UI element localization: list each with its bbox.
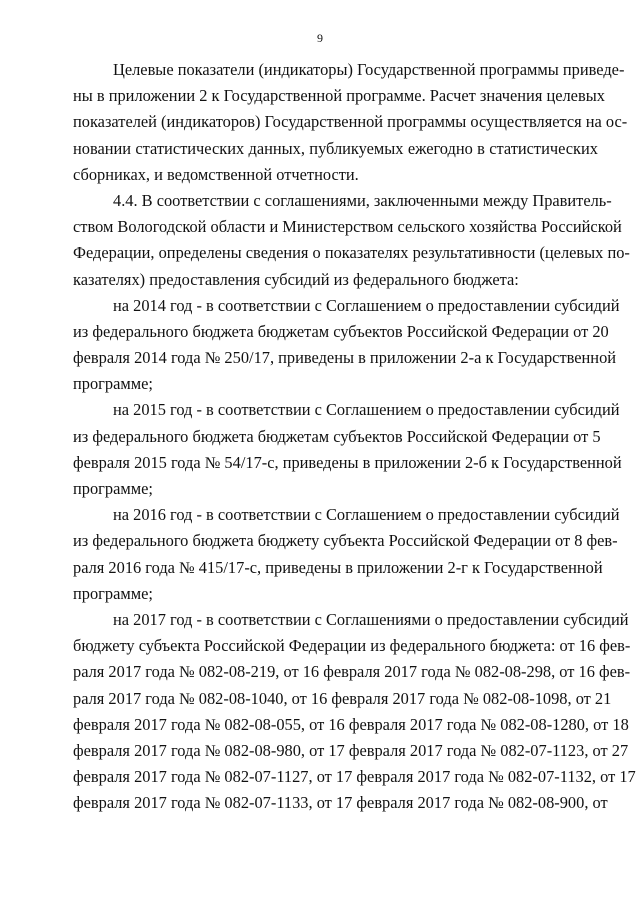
paragraph-2017 xyxy=(73,607,636,817)
text-line: раля 2017 года № 082-08-1040, от 16 февраля 2017 года № 082-08-1098, от 21 xyxy=(73,688,612,708)
text-line: на 2017 год - в соответствии с Соглашениями о предоставлении субсидий xyxy=(113,609,629,629)
text-line: февраля 2017 года № 082-07-1133, от 17 февраля 2017 года № 082-08-900, от xyxy=(73,793,608,813)
text-line: из федерального бюджета бюджетам субъектов Российской Федерации от 20 xyxy=(73,321,609,341)
text-line: показателей (индикаторов) Государственной программы осуществляется на ос- xyxy=(73,112,628,132)
text-line: на 2015 год - в соответствии с Соглашением о предоставлении субсидий xyxy=(113,400,620,420)
text-line: из федерального бюджета бюджетам субъектов Российской Федерации от 5 xyxy=(73,426,601,446)
text-line: раля 2016 года № 415/17-с, приведены в приложении 2-г к Государственной xyxy=(73,557,603,577)
text-line: сборниках, и ведомственной отчетности. xyxy=(73,164,359,184)
text-line: февраля 2017 года № 082-08-980, от 17 февраля 2017 года № 082-07-1123, от 27 xyxy=(73,740,629,760)
text-line: февраля 2015 года № 54/17-с, приведены в приложении 2-б к Государственной xyxy=(73,452,622,472)
text-line: Целевые показатели (индикаторы) Государственной программы приведе- xyxy=(113,60,625,79)
document-body xyxy=(73,57,636,816)
text-line: из федерального бюджета бюджету субъекта Российской Федерации от 8 фев- xyxy=(73,531,618,551)
paragraph-2015 xyxy=(73,397,622,502)
text-line: ны в приложении 2 к Государственной программе. Расчет значения целевых xyxy=(73,86,605,106)
paragraph-agreements xyxy=(73,188,630,293)
text-line: 4.4. В соответствии с соглашениями, заключенными между Правитель- xyxy=(113,190,612,210)
text-line: казателях) предоставления субсидий из федерального бюджета: xyxy=(73,269,519,289)
page-number: 9 xyxy=(317,31,323,45)
text-line: февраля 2017 года № 082-08-055, от 16 февраля 2017 года № 082-08-1280, от 18 xyxy=(73,714,629,734)
paragraph-2016 xyxy=(73,502,620,607)
text-line: бюджету субъекта Российской Федерации из федерального бюджета: от 16 фев- xyxy=(73,636,631,656)
text-line: программе; xyxy=(73,479,153,498)
text-line: программе; xyxy=(73,583,153,603)
text-line: февраля 2014 года № 250/17, приведены в приложении 2-а к Государственной xyxy=(73,348,617,368)
text-line: раля 2017 года № 082-08-219, от 16 февраля 2017 года № 082-08-298, от 16 фев- xyxy=(73,662,631,682)
paragraph-indicators xyxy=(73,57,628,188)
text-line: новании статистических данных, публикуемых ежегодно в статистических xyxy=(73,138,598,158)
text-line: на 2014 год - в соответствии с Соглашением о предоставлении субсидий xyxy=(113,295,620,315)
text-line: ством Вологодской области и Министерством сельского хозяйства Российской xyxy=(73,217,622,237)
text-line: Федерации, определены сведения о показателях результативности (целевых по- xyxy=(73,243,630,263)
text-line: февраля 2017 года № 082-07-1127, от 17 февраля 2017 года № 082-07-1132, от 17 xyxy=(73,767,636,787)
text-line: на 2016 год - в соответствии с Соглашением о предоставлении субсидий xyxy=(113,505,620,525)
text-line: программе; xyxy=(73,374,153,394)
paragraph-2014 xyxy=(73,293,620,398)
